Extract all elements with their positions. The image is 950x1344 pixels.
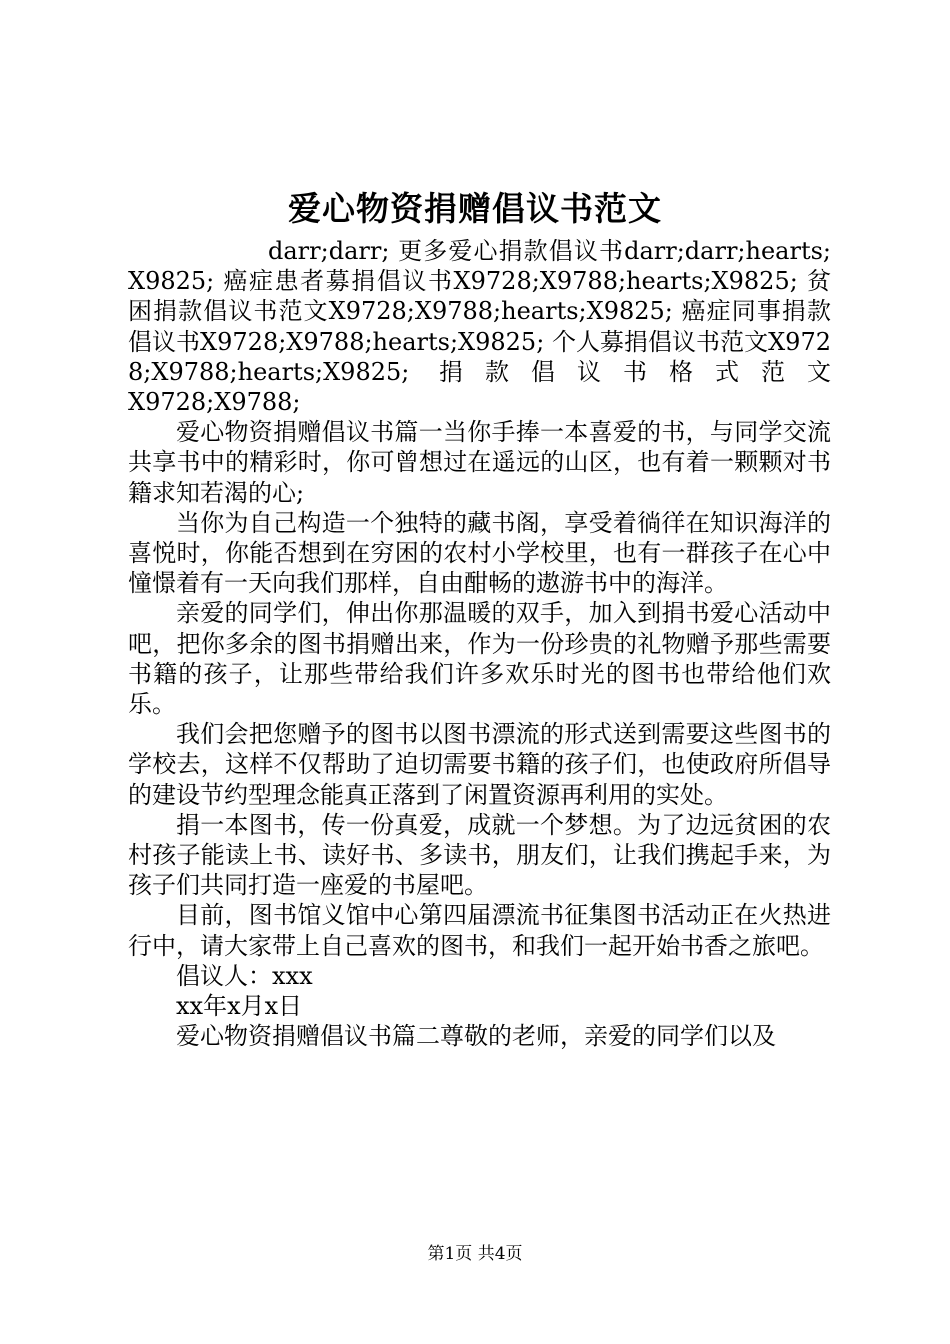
paragraph-7: 爱心物资捐赠倡议书篇二尊敬的老师，亲爱的同学们以及 xyxy=(176,1022,776,1051)
signature: 倡议人：xxx xyxy=(176,961,313,990)
paragraph-1: 爱心物资捐赠倡议书篇一当你手捧一本喜爱的书，与同学交流共享书中的精彩时，你可曾想过在遥远的山区，也有着一颗颗对书籍求知若渴的心; xyxy=(128,418,831,507)
signature-date: xx年x月x日 xyxy=(176,992,303,1021)
paragraph-4: 我们会把您赠予的图书以图书漂流的形式送到需要这些图书的学校去，这样不仅帮助了迫切需要书籍的孩子们，也使政府所倡导的建设节约型理念能真正落到了闲置资源再利用的实处。 xyxy=(128,720,831,809)
page-footer: 第1页 共4页 xyxy=(427,1244,523,1264)
paragraph-5: 捐一本图书，传一份真爱，成就一个梦想。为了边远贫困的农村孩子能读上书、读好书、多读书，朋友们，让我们携起手来，为孩子们共同打造一座爱的书屋吧。 xyxy=(128,810,831,900)
paragraph-3: 亲爱的同学们，伸出你那温暖的双手，加入到捐书爱心活动中吧，把你多余的图书捐赠出来，作为一份珍贵的礼物赠予那些需要书籍的孩子，让那些带给我们许多欢乐时光的图书也带给他们欢乐。 xyxy=(128,599,831,719)
related-links[interactable]: darr;darr; 更多爱心捐款倡议书darr;darr;hearts;X9825; 癌症患者募捐倡议书X9728;X9788;hearts;X9825; 贫困捐款倡议书范文X9728;X9788;hearts;X9825; 癌症同事捐款倡议书X9728;X9788;hearts;X9825; 个人募捐倡议书范文X9728;X9788;hearts;X9825; 捐款倡议书格式范文 xyxy=(128,237,831,386)
document-body xyxy=(128,236,831,1051)
document-title: 爱心物资捐赠倡议书范文 xyxy=(288,189,662,228)
related-links-tail: X9728;X9788; xyxy=(128,388,301,417)
paragraph-2: 当你为自己构造一个独特的藏书阁，享受着徜徉在知识海洋的喜悦时，你能否想到在穷困的农村小学校里，也有一群孩子在心中憧憬着有一天向我们那样，自由酣畅的遨游书中的海洋。 xyxy=(128,508,831,598)
paragraph-6: 目前，图书馆义馆中心第四届漂流书征集图书活动正在火热进行中，请大家带上自己喜欢的图书，和我们一起开始书香之旅吧。 xyxy=(128,901,831,960)
